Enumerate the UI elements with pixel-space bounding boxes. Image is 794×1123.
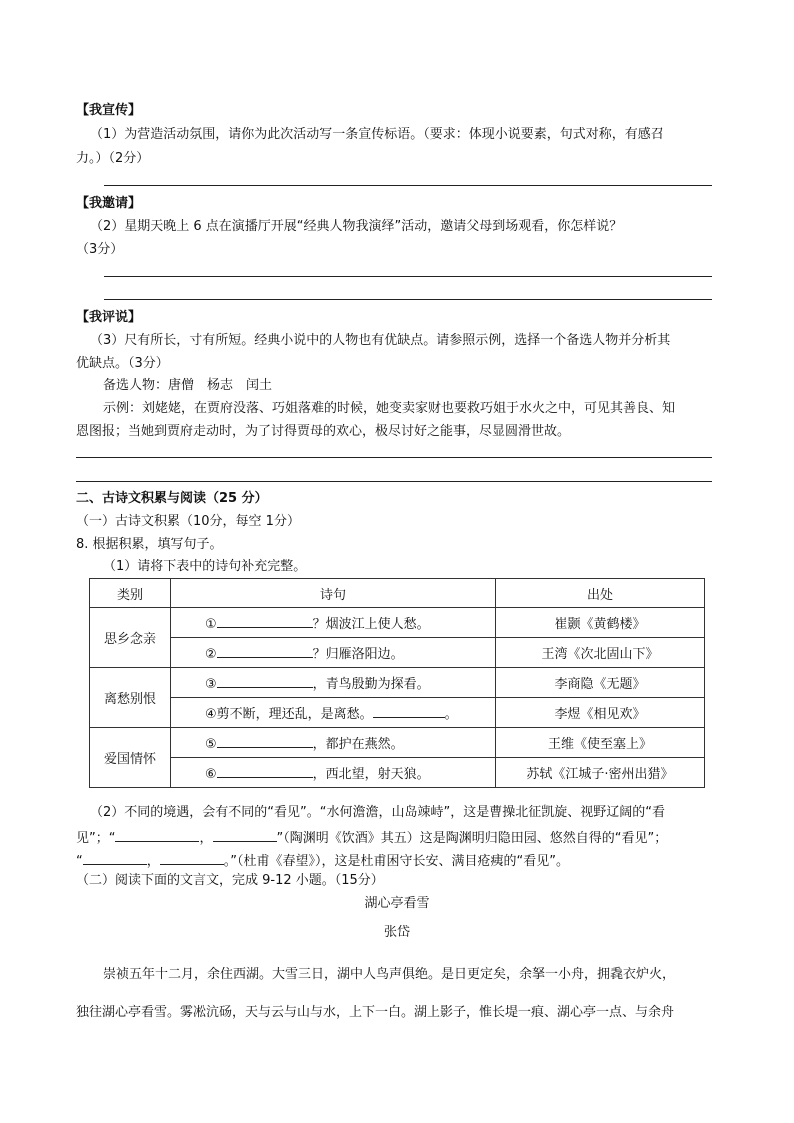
heading-invite: 【我邀请】 [76, 196, 142, 211]
example-line1: 示例：刘姥姥，在贾府没落、巧姐落难的时候，她变卖家财也要救巧姐于水火之中，可见其善良、知 [103, 401, 676, 416]
example-line2: 恩图报；当她到贾府走动时，为了讨得贾母的欢心，极尽讨好之能事，尽显圆滑世故。 [76, 424, 571, 439]
answer-line-3a[interactable] [76, 457, 712, 458]
question-8-2-line1: （2）不同的境遇，会有不同的“看见”。“水何澹澹，山岛竦峙”，这是曹操北征凯旋、视野辽阔的“看 [90, 805, 665, 820]
fill-blank[interactable] [217, 615, 313, 628]
subsection-2-title: （二）阅读下面的文言文，完成 9-12 小题。（15分） [76, 873, 384, 888]
question-8-2-line2: 见”；“ ， ”（陶渊明《饮酒》其五）这是陶渊明归隐田园、悠然自得的“看见”； [76, 831, 668, 846]
header-source: 出处 [496, 579, 705, 608]
verse-cell: ⑥ ，西北望，射天狼。 [171, 758, 496, 788]
passage-author: 张岱 [383, 925, 410, 940]
verse-cell: ① ？烟波江上使人愁。 [171, 608, 496, 638]
source-cell: 崔颢《黄鹤楼》 [496, 608, 705, 638]
verse-cell: ② ？归雁洛阳边。 [171, 638, 496, 668]
table-row [90, 638, 705, 668]
fill-blank[interactable] [217, 645, 313, 658]
table-row [90, 758, 705, 788]
source-cell: 李煜《相见欢》 [496, 698, 705, 728]
poem-table [89, 578, 705, 788]
table-row [90, 668, 705, 698]
fill-blank[interactable] [83, 852, 147, 865]
answer-line-3b[interactable] [76, 481, 712, 482]
fill-blank[interactable] [160, 852, 224, 865]
fill-blank[interactable] [217, 675, 313, 688]
heading-comment: 【我评说】 [76, 310, 142, 325]
passage-line1: 崇祯五年十二月，余住西湖。大雪三日，湖中人鸟声俱绝。是日更定矣，余拏一小舟，拥毳衣炉火， [103, 967, 676, 982]
candidate-characters: 备选人物：唐僧 杨志 闰土 [103, 378, 273, 393]
category-cell: 思乡念亲 [90, 608, 171, 668]
question-8-1: （1）请将下表中的诗句补充完整。 [103, 559, 307, 574]
header-category: 类别 [90, 579, 171, 608]
source-cell: 苏轼《江城子·密州出猎》 [496, 758, 705, 788]
question-1-line2: 力。）（2分） [76, 151, 150, 166]
table-row [90, 728, 705, 758]
fill-blank[interactable] [373, 705, 445, 718]
part-2-title: 二、古诗文积累与阅读（25 分） [76, 491, 268, 506]
fill-blank[interactable] [217, 765, 313, 778]
source-cell: 李商隐《无题》 [496, 668, 705, 698]
question-8: 8. 根据积累，填写句子。 [76, 537, 223, 552]
source-cell: 王湾《次北固山下》 [496, 638, 705, 668]
category-cell: 爱国情怀 [90, 728, 171, 788]
answer-line-2b[interactable] [104, 299, 712, 300]
verse-cell: ④剪不断，理还乱，是离愁。 。 [171, 698, 496, 728]
fill-blank[interactable] [217, 735, 313, 748]
question-8-2-line3: “ ， 。”（杜甫《春望》），这是杜甫困守长安、满目疮痍的“看见”。 [76, 854, 569, 869]
answer-line-2a[interactable] [104, 276, 712, 277]
source-cell: 王维《使至塞上》 [496, 728, 705, 758]
table-row [90, 608, 705, 638]
fill-blank[interactable] [115, 829, 199, 842]
question-3-line1: （3）尺有所长，寸有所短。经典小说中的人物也有优缺点。请参照示例，选择一个备选人物并分析其 [90, 333, 671, 348]
fill-blank[interactable] [213, 829, 277, 842]
category-cell: 离愁别恨 [90, 668, 171, 728]
question-1-line1: （1）为营造活动氛围，请你为此次活动写一条宣传标语。（要求：体现小说要素，句式对称，有感召 [90, 127, 664, 142]
table-header-row [90, 579, 705, 608]
question-2-line1: （2）星期天晚上 6 点在演播厅开展“经典人物我演绎”活动，邀请父母到场观看，你怎样说？ [90, 219, 623, 234]
verse-cell: ③ ，青鸟殷勤为探看。 [171, 668, 496, 698]
question-3-line2: 优缺点。（3分） [76, 356, 169, 371]
passage-line2: 独往湖心亭看雪。雾凇沆砀，天与云与山与水，上下一白。湖上影子，惟长堤一痕、湖心亭一点、与余舟 [76, 1005, 675, 1020]
answer-line-1[interactable] [104, 185, 712, 186]
subsection-1-title: （一）古诗文积累（10分，每空 1分） [76, 514, 300, 529]
passage-title: 湖心亭看雪 [364, 896, 430, 911]
header-verse: 诗句 [171, 579, 496, 608]
verse-cell: ⑤ ，都护在燕然。 [171, 728, 496, 758]
table-row [90, 698, 705, 728]
heading-promote: 【我宣传】 [76, 103, 142, 118]
question-2-line2: （3分） [76, 242, 124, 257]
